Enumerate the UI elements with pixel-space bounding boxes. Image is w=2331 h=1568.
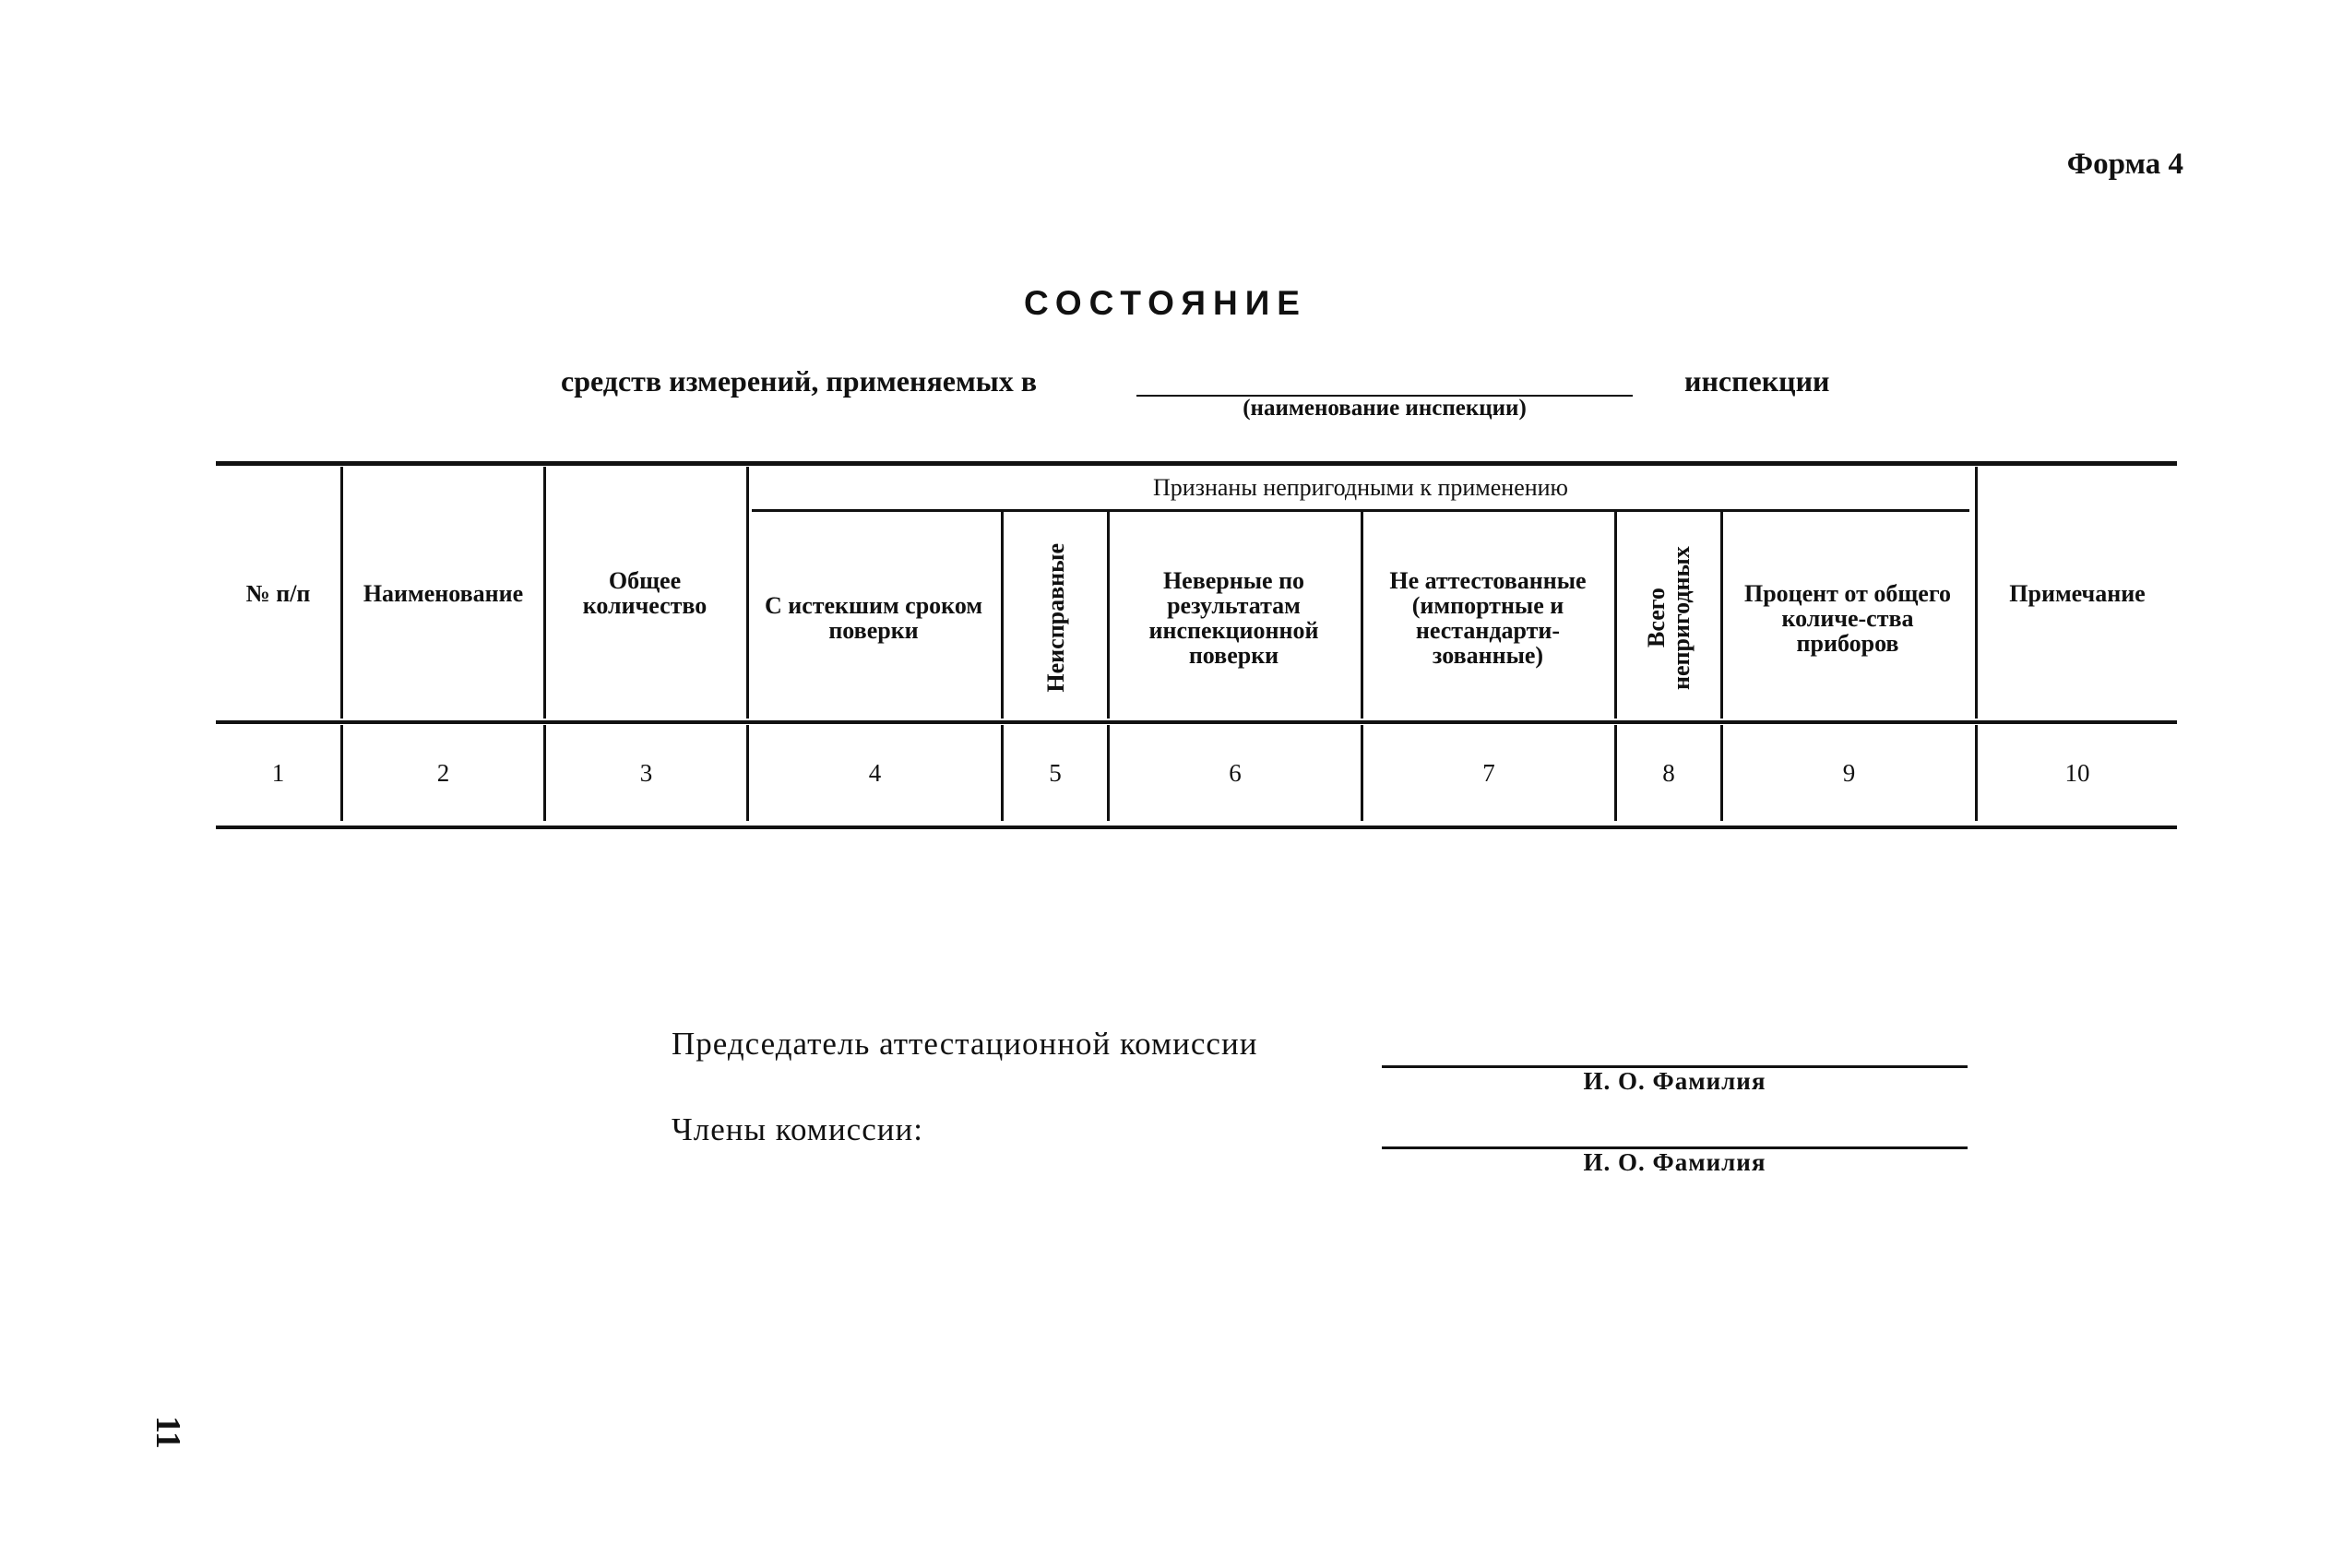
column-header-note: Примечание xyxy=(2009,579,2146,607)
subtitle-suffix: инспекции xyxy=(1684,364,1830,398)
column-divider xyxy=(1361,512,1363,719)
column-header-percent: Процент от общего количе-ства приборов xyxy=(1743,579,1952,657)
column-header-faulty-text: Неисправные xyxy=(1041,543,1069,693)
column-divider xyxy=(543,467,546,719)
column-header-name: Наименование xyxy=(363,579,524,607)
header-bottom-rule xyxy=(216,720,2177,724)
chairman-label: Председатель аттестационной комиссии xyxy=(672,1026,1258,1062)
table-top-rule xyxy=(216,461,2177,466)
document-title: СОСТОЯНИЕ xyxy=(1024,284,1307,322)
column-number: 2 xyxy=(436,758,450,787)
column-divider xyxy=(1720,512,1723,719)
column-header-expired: С истекшим сроком поверки xyxy=(764,592,983,644)
column-divider xyxy=(746,467,749,719)
chairman-name-caption: И. О. Фамилия xyxy=(1583,1067,1766,1095)
page-number: 11 xyxy=(149,1416,187,1449)
column-header-number: № п/п xyxy=(245,579,311,607)
column-number: 10 xyxy=(2064,758,2090,787)
column-number: 9 xyxy=(1842,758,1856,787)
members-label: Члены комиссии: xyxy=(672,1111,923,1147)
column-divider xyxy=(1107,512,1110,719)
subtitle-text: средств измерений, применяемых в xyxy=(561,364,1038,398)
state-table xyxy=(216,461,2177,832)
column-number: 1 xyxy=(271,758,285,787)
group-header: Признаны непригодными к применению xyxy=(1153,473,1568,501)
form-label: Форма 4 xyxy=(2066,148,2183,181)
column-number: 3 xyxy=(639,758,653,787)
column-header-faulty xyxy=(1004,517,1107,719)
column-number: 6 xyxy=(1229,758,1242,787)
member-name-caption: И. О. Фамилия xyxy=(1583,1148,1766,1176)
column-number: 8 xyxy=(1662,758,1675,787)
inspection-name-caption: (наименование инспекции) xyxy=(1243,396,1527,421)
column-number: 4 xyxy=(868,758,882,787)
column-header-uncertified: Не аттестованные (импортные и нестандарти-зованные) xyxy=(1389,567,1587,669)
column-number: 7 xyxy=(1482,758,1495,787)
column-number: 5 xyxy=(1049,758,1062,787)
column-header-total-unfit xyxy=(1617,517,1720,719)
column-header-incorrect: Неверные по результатам инспекционной поверки xyxy=(1148,567,1319,669)
table-bottom-rule xyxy=(216,826,2177,829)
column-header-total: Общее количество xyxy=(582,567,708,619)
column-header-total-unfit-text: Всего непригодных xyxy=(1643,546,1695,690)
